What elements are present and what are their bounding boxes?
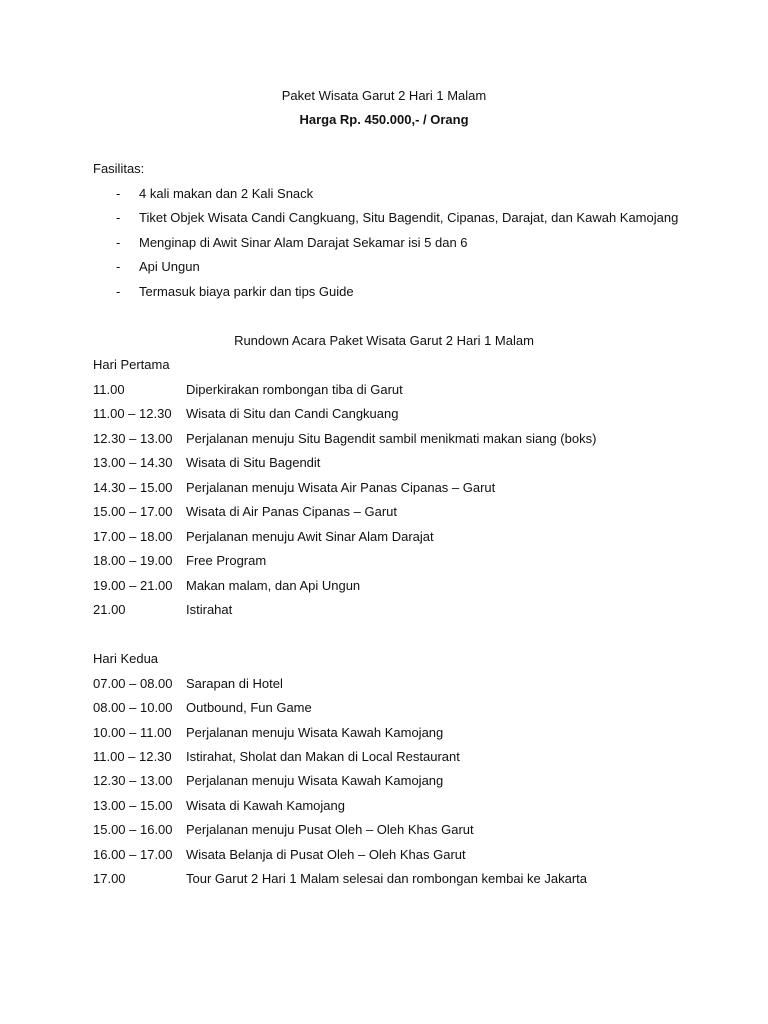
schedule-time: 17.00 xyxy=(93,871,126,886)
schedule-activity: Perjalanan menuju Situ Bagendit sambil menikmati makan siang (boks) xyxy=(186,431,597,446)
schedule-activity: Diperkirakan rombongan tiba di Garut xyxy=(186,382,403,397)
schedule-time: 17.00 – 18.00 xyxy=(93,529,173,544)
schedule-time: 13.00 – 15.00 xyxy=(93,798,173,813)
schedule-activity: Sarapan di Hotel xyxy=(186,676,283,691)
schedule-time: 12.30 – 13.00 xyxy=(93,773,173,788)
schedule-time: 14.30 – 15.00 xyxy=(93,480,173,495)
schedule-time: 16.00 – 17.00 xyxy=(93,847,173,862)
schedule-activity: Wisata Belanja di Pusat Oleh – Oleh Khas Garut xyxy=(186,847,466,862)
day1-label: Hari Pertama xyxy=(93,357,170,372)
bullet-marker: - xyxy=(116,259,121,274)
schedule-time: 13.00 – 14.30 xyxy=(93,455,173,470)
facility-item: Tiket Objek Wisata Candi Cangkuang, Situ Bagendit, Cipanas, Darajat, dan Kawah Kamojang xyxy=(139,210,679,225)
bullet-marker: - xyxy=(116,284,121,299)
bullet-marker: - xyxy=(116,235,121,250)
schedule-time: 21.00 xyxy=(93,602,126,617)
schedule-time: 15.00 – 16.00 xyxy=(93,822,173,837)
facility-item: Api Ungun xyxy=(139,259,200,274)
schedule-activity: Wisata di Situ Bagendit xyxy=(186,455,321,470)
schedule-activity: Makan malam, dan Api Ungun xyxy=(186,578,361,593)
schedule-activity: Wisata di Situ dan Candi Cangkuang xyxy=(186,406,399,421)
schedule-activity: Wisata di Air Panas Cipanas – Garut xyxy=(186,504,397,519)
schedule-activity: Perjalanan menuju Wisata Kawah Kamojang xyxy=(186,725,444,740)
facility-item: 4 kali makan dan 2 Kali Snack xyxy=(139,186,314,201)
schedule-time: 10.00 – 11.00 xyxy=(93,725,172,740)
schedule-time: 11.00 – 12.30 xyxy=(93,406,172,421)
bullet-marker: - xyxy=(116,186,121,201)
schedule-time: 19.00 – 21.00 xyxy=(93,578,173,593)
day2-label: Hari Kedua xyxy=(93,651,159,666)
schedule-activity: Istirahat, Sholat dan Makan di Local Restaurant xyxy=(186,749,460,764)
facility-item: Termasuk biaya parkir dan tips Guide xyxy=(139,284,354,299)
facility-item: Menginap di Awit Sinar Alam Darajat Sekamar isi 5 dan 6 xyxy=(139,235,468,250)
bullet-marker: - xyxy=(116,210,121,225)
schedule-time: 07.00 – 08.00 xyxy=(93,676,173,691)
schedule-activity: Wisata di Kawah Kamojang xyxy=(186,798,345,813)
schedule-time: 08.00 – 10.00 xyxy=(93,700,173,715)
schedule-time: 18.00 – 19.00 xyxy=(93,553,173,568)
rundown-title: Rundown Acara Paket Wisata Garut 2 Hari 1 Malam xyxy=(234,333,534,348)
schedule-activity: Perjalanan menuju Wisata Air Panas Cipanas – Garut xyxy=(186,480,496,495)
schedule-time: 11.00 – 12.30 xyxy=(93,749,172,764)
facilities-label: Fasilitas: xyxy=(93,161,145,176)
schedule-time: 15.00 – 17.00 xyxy=(93,504,173,519)
schedule-activity: Istirahat xyxy=(186,602,233,617)
schedule-activity: Free Program xyxy=(186,553,267,568)
schedule-time: 12.30 – 13.00 xyxy=(93,431,173,446)
schedule-activity: Tour Garut 2 Hari 1 Malam selesai dan rombongan kembai ke Jakarta xyxy=(186,871,588,886)
schedule-activity: Outbound, Fun Game xyxy=(186,700,312,715)
schedule-activity: Perjalanan menuju Awit Sinar Alam Darajat xyxy=(186,529,434,544)
price-line: Harga Rp. 450.000,- / Orang xyxy=(299,112,469,127)
document-title: Paket Wisata Garut 2 Hari 1 Malam xyxy=(281,88,487,103)
schedule-activity: Perjalanan menuju Wisata Kawah Kamojang xyxy=(186,773,444,788)
schedule-activity: Perjalanan menuju Pusat Oleh – Oleh Khas Garut xyxy=(186,822,474,837)
schedule-time: 11.00 xyxy=(93,382,125,397)
